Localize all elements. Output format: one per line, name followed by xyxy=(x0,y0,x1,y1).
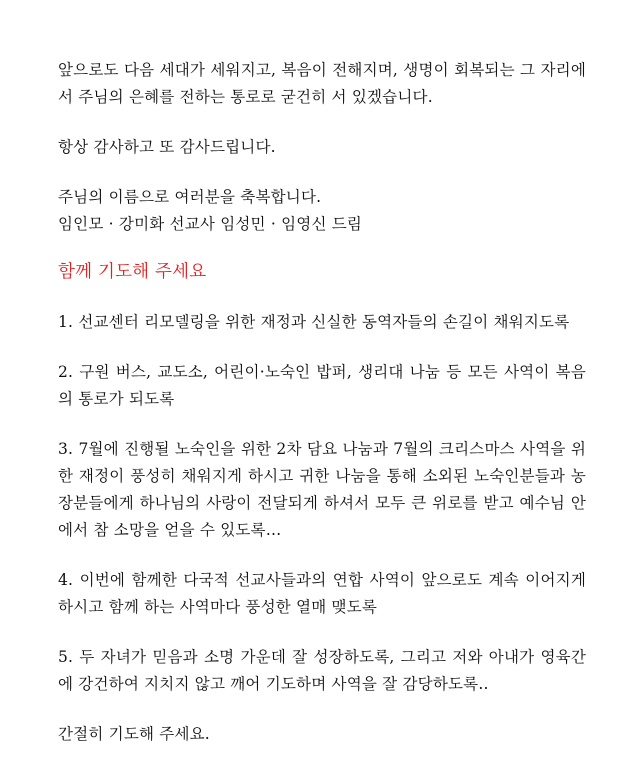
prayer-item-4: 4. 이번에 함께한 다국적 선교사들과의 연합 사역이 앞으로도 계속 이어지게 하시고 함께 하는 사역마다 풍성한 열매 맺도록 xyxy=(58,571,586,616)
blessing-line: 주님의 이름으로 여러분을 축복합니다. xyxy=(58,188,322,206)
closing-line: 간절히 기도해 주세요. xyxy=(58,725,210,743)
prayer-item-3: 3. 7월에 진행될 노숙인을 위한 2차 담요 나눔과 7월의 크리스마스 사역을 위한 재정이 풍성히 채워지게 하시고 귀한 나눔을 통해 소외된 노숙인분들과 농장분들에게 하나님의 사랑이 전달되게 하셔서 모두 큰 위로를 받고 예수님 안에서 참 소망을 얻을 수 있도록… xyxy=(58,440,586,539)
prayer-item-5: 5. 두 자녀가 믿음과 소명 가운데 잘 성장하도록, 그리고 저와 아내가 영육간에 강건하여 지치지 않고 깨어 기도하며 사역을 잘 감당하도록.. xyxy=(58,648,586,693)
prayer-item-2: 2. 구원 버스, 교도소, 어린이·노숙인 밥퍼, 생리대 나눔 등 모든 사역이 복음의 통로가 되도록 xyxy=(58,363,586,408)
thanks-line: 항상 감사하고 또 감사드립니다. xyxy=(58,138,276,156)
prayer-heading: 함께 기도해 주세요 xyxy=(58,262,207,282)
signature-line: 임인모 · 강미화 선교사 임성민 · 임영신 드림 xyxy=(58,215,363,233)
intro-paragraph: 앞으로도 다음 세대가 세워지고, 복음이 전해지며, 생명이 회복되는 그 자리에서 주님의 은혜를 전하는 통로로 굳건히 서 있겠습니다. xyxy=(58,61,586,106)
letter-body xyxy=(58,57,586,748)
prayer-item-1: 1. 선교센터 리모델링을 위한 재정과 신실한 동역자들의 손길이 채워지도록 xyxy=(58,313,570,331)
